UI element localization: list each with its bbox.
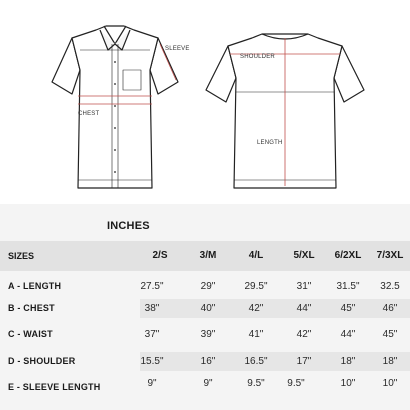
table-cell: 31" [296,281,312,292]
table-cell: 27.5" [140,281,164,292]
table-cell: 29" [200,281,216,292]
row-label: A - LENGTH [8,281,62,291]
table-cell: 31.5" [336,281,360,292]
size-header: 5/XL [293,250,315,261]
size-header: 2/S [152,250,168,261]
table-cell: 9" [203,378,213,389]
sizes-label: SIZES [8,251,35,261]
table-cell: 29.5" [244,281,268,292]
shoulder-label: SHOULDER [240,54,275,60]
row-label: C - WAIST [8,329,53,339]
table-cell: 41" [248,329,264,340]
table-cell: 44" [296,303,312,314]
table-cell: 37" [144,329,160,340]
table-cell: 10" [382,378,398,389]
table-cell: 10" [340,378,356,389]
length-label: LENGTH [257,140,283,146]
table-cell: 42" [296,329,312,340]
table-cell: 42" [248,303,264,314]
table-cell: 15.5" [140,356,164,367]
shirt-diagram [0,0,410,200]
sleeve-label: SLEEVE [165,46,190,52]
table-cell: 16.5" [244,356,268,367]
table-row [0,372,410,395]
table-row [0,297,410,320]
row-label: E - SLEEVE LENGTH [8,382,101,392]
table-cell: 32.5 [380,281,400,292]
table-row [0,323,410,346]
table-cell: 9.5" [247,378,265,389]
table-cell: 45" [382,329,398,340]
row-label: B - CHEST [8,303,55,313]
table-cell: 39" [200,329,216,340]
table-cell: 18" [382,356,398,367]
table-cell: 40" [200,303,216,314]
table-cell: 38" [144,303,160,314]
size-header: 7/3XL [376,250,404,261]
chest-label: CHEST [78,111,100,117]
table-cell: 46" [382,303,398,314]
table-cell: 44" [340,329,356,340]
table-cell: 9.5" [287,378,305,389]
table-row [0,350,410,373]
size-header: 6/2XL [334,250,362,261]
table-cell: 9" [147,378,157,389]
size-header-row [0,241,410,271]
size-header: 3/M [199,250,217,261]
table-cell: 45" [340,303,356,314]
table-cell: 17" [296,356,312,367]
size-header: 4/L [248,250,264,261]
table-cell: 18" [340,356,356,367]
units-heading: INCHES [107,220,150,232]
row-label: D - SHOULDER [8,356,76,366]
table-cell: 16" [200,356,216,367]
table-row [0,275,410,298]
